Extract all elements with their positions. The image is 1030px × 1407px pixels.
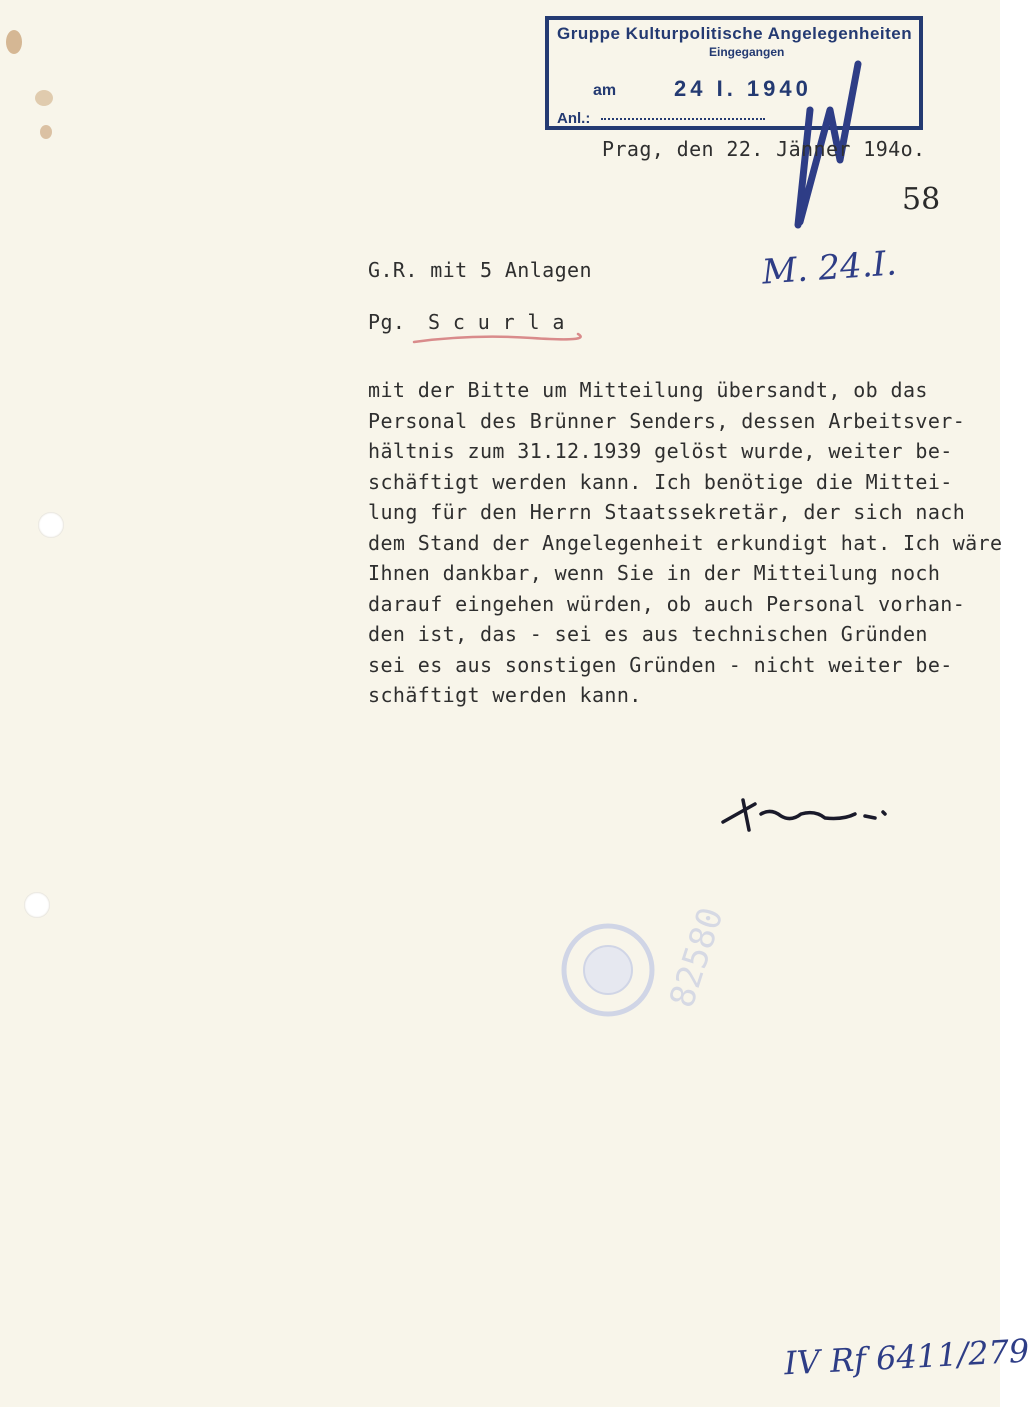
stamp-received-label: Eingegangen: [709, 45, 785, 59]
body-line: den ist, das - sei es aus technischen Gründen: [368, 622, 928, 646]
rust-stain: [0, 0, 70, 170]
body-line: Ihnen dankbar, wenn Sie in der Mitteilung noch: [368, 561, 941, 585]
faded-number: 82580: [662, 902, 732, 1013]
salutation-prefix: Pg.: [368, 310, 406, 334]
recipient-name: S c u r l a: [428, 310, 565, 334]
body-line: sei es aus sonstigen Gründen - nicht weiter be-: [368, 652, 953, 677]
body-line: schäftigt werden kann.: [368, 683, 642, 707]
stamp-anl-line: [601, 118, 765, 120]
body-line: lung für den Herrn Staatssekretär, der sich nach: [368, 500, 966, 524]
body-line: schäftigt werden kann. Ich benötige die Mittei-: [368, 469, 953, 494]
red-underline: [412, 330, 582, 350]
place-date: Prag, den 22. Jänner 194o.: [602, 137, 926, 161]
body-line: Personal des Brünner Senders, dessen Arbeitsver-: [368, 408, 966, 433]
body-line: darauf eingehen würden, ob auch Personal vorhan-: [368, 591, 966, 616]
signature: [715, 790, 895, 840]
faded-library-stamp: [560, 918, 660, 1018]
stamp-date: 24 I. 1940: [674, 76, 812, 101]
stamp-department: Gruppe Kulturpolitische Angelegenheiten: [557, 24, 913, 43]
body-line: dem Stand der Angelegenheit erkundigt hat. Ich wäre: [368, 530, 1003, 555]
stamp-am-label: am: [593, 82, 617, 99]
body-line: mit der Bitte um Mitteilung übersandt, ob das: [368, 378, 928, 402]
folio-number: 58: [902, 182, 941, 217]
body-line: hältnis zum 31.12.1939 gelöst wurde, weiter be-: [368, 439, 953, 463]
handwritten-note: M. 24.I.: [760, 243, 898, 293]
punch-hole-lower: [24, 892, 50, 918]
enclosures-line: G.R. mit 5 Anlagen: [368, 258, 592, 282]
stamp-anl-label: Anl.:: [557, 110, 591, 127]
punch-hole-upper: [38, 512, 64, 538]
archive-number: IV Rf 6411/279: [783, 1331, 1030, 1383]
